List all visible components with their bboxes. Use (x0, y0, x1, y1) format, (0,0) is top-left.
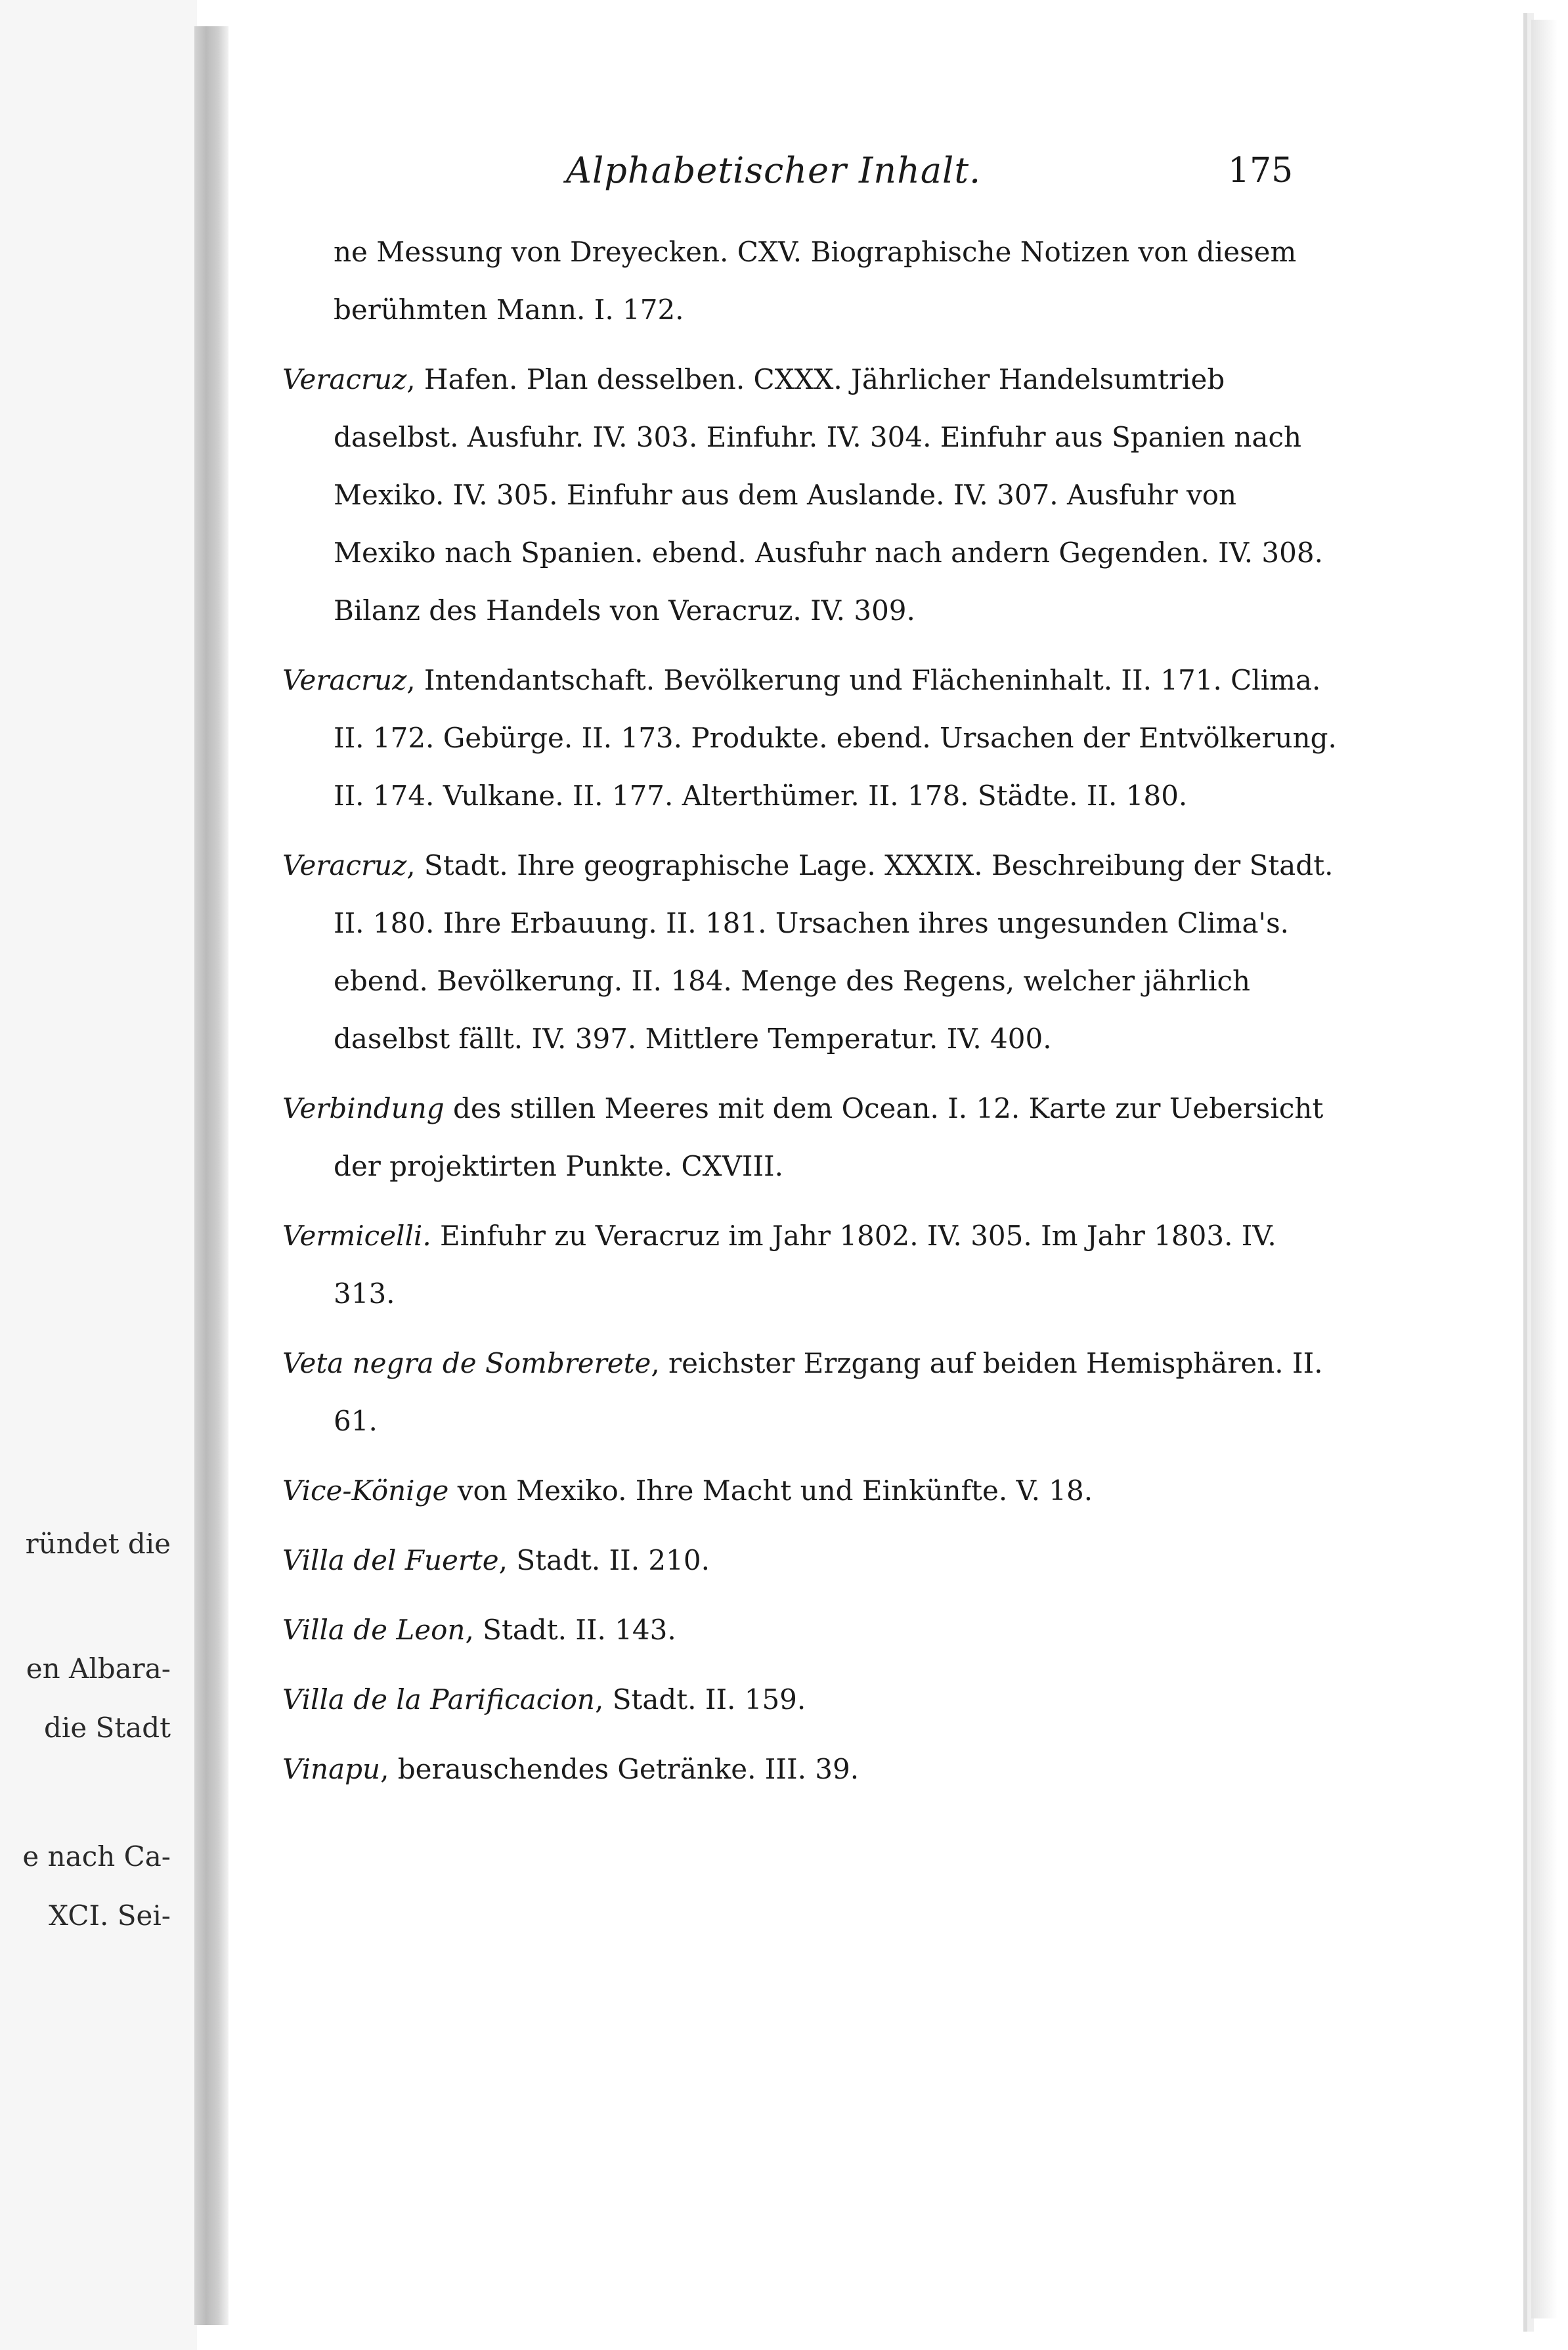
index-content (282, 223, 1339, 1810)
left-page-fragment: e nach Ca- (22, 1840, 171, 1873)
index-entry (282, 1335, 1339, 1450)
index-entry (282, 652, 1339, 825)
index-entry (282, 1671, 1339, 1729)
left-page-fragment: die Stadt (44, 1712, 171, 1744)
entry-head: Villa de Leon (282, 1614, 466, 1646)
index-entry (282, 1462, 1339, 1520)
entry-text: , Stadt. II. 143. (465, 1614, 676, 1646)
index-entry (282, 837, 1339, 1068)
page-number: 175 (1228, 151, 1294, 190)
entry-head: Villa del Fuerte (282, 1544, 499, 1576)
running-header: Alphabetischer Inhalt. (566, 150, 982, 191)
entry-text: von Mexiko. Ihre Macht und Einkünfte. V. 18. (448, 1474, 1093, 1507)
page-edge (1531, 20, 1557, 2318)
entry-head: Vice-Könige (282, 1474, 449, 1507)
entry-head: Veracruz (282, 849, 407, 881)
entry-head: Verbindung (282, 1092, 445, 1124)
left-page-fragment: ründet die (25, 1528, 171, 1560)
entry-text: , Stadt. II. 159. (595, 1683, 806, 1716)
entry-text: , Stadt. Ihre geographische Lage. XXXIX. Beschreibung der Stadt. II. 180. Ihre Erbauung. II. 181. Ursachen ihres ungesunden Clima's. ebend. Bevölkerung. II. 184. Menge des Regens, welcher jährlich daselbst fällt. IV. 397. Mittlere Temperatur. IV. 400. (334, 849, 1334, 1055)
entry-text: des stillen Meeres mit dem Ocean. I. 12. Karte zur Uebersicht der projektirten Punkte. CXVIII. (334, 1092, 1324, 1182)
entry-head: Villa de la Parificacion (282, 1683, 595, 1716)
entry-text: , Hafen. Plan desselben. CXXX. Jährlicher Handelsumtrieb daselbst. Ausfuhr. IV. 303. Einfuhr. IV. 304. Einfuhr aus Spanien nach Mexiko. IV. 305. Einfuhr aus dem Auslande. IV. 307. Ausfuhr von Mexiko nach Spanien. ebend. Ausfuhr nach andern Gegenden. IV. 308. Bilanz des Handels von Veracruz. IV. 309. (334, 363, 1323, 627)
index-entry (282, 351, 1339, 640)
entry-text: , Intendantschaft. Bevölkerung und Flächeninhalt. II. 171. Clima. II. 172. Gebürge. II. 173. Produkte. ebend. Ursachen der Entvölkerung. II. 174. Vulkane. II. 177. Alterthümer. II. 178. Städte. II. 180. (334, 664, 1337, 812)
entry-text: , Stadt. II. 210. (498, 1544, 710, 1576)
index-entry (282, 223, 1339, 339)
entry-text: ne Messung von Dreyecken. CXV. Biographische Notizen von diesem berühmten Mann. I. 172. (334, 236, 1297, 326)
index-entry (282, 1207, 1339, 1323)
entry-text: , reichster Erzgang auf beiden Hemisphären. II. 61. (334, 1347, 1323, 1437)
left-page-fragment: en Albara- (26, 1652, 171, 1685)
index-entry (282, 1080, 1339, 1195)
entry-head: Veracruz (282, 363, 407, 395)
entry-text: , berauschendes Getränke. III. 39. (380, 1753, 860, 1785)
entry-head: Veracruz (282, 664, 407, 696)
entry-head: Vermicelli. (282, 1220, 431, 1252)
left-page (0, 0, 197, 2350)
index-entry (282, 1740, 1339, 1798)
left-page-fragment: XCI. Sei- (49, 1899, 171, 1932)
book-gutter (194, 26, 229, 2325)
entry-head: Veta negra de Sombrerete (282, 1347, 651, 1379)
index-entry (282, 1532, 1339, 1589)
entry-head: Vinapu (282, 1753, 381, 1785)
entry-text: Einfuhr zu Veracruz im Jahr 1802. IV. 305. Im Jahr 1803. IV. 313. (334, 1220, 1276, 1310)
index-entry (282, 1601, 1339, 1659)
